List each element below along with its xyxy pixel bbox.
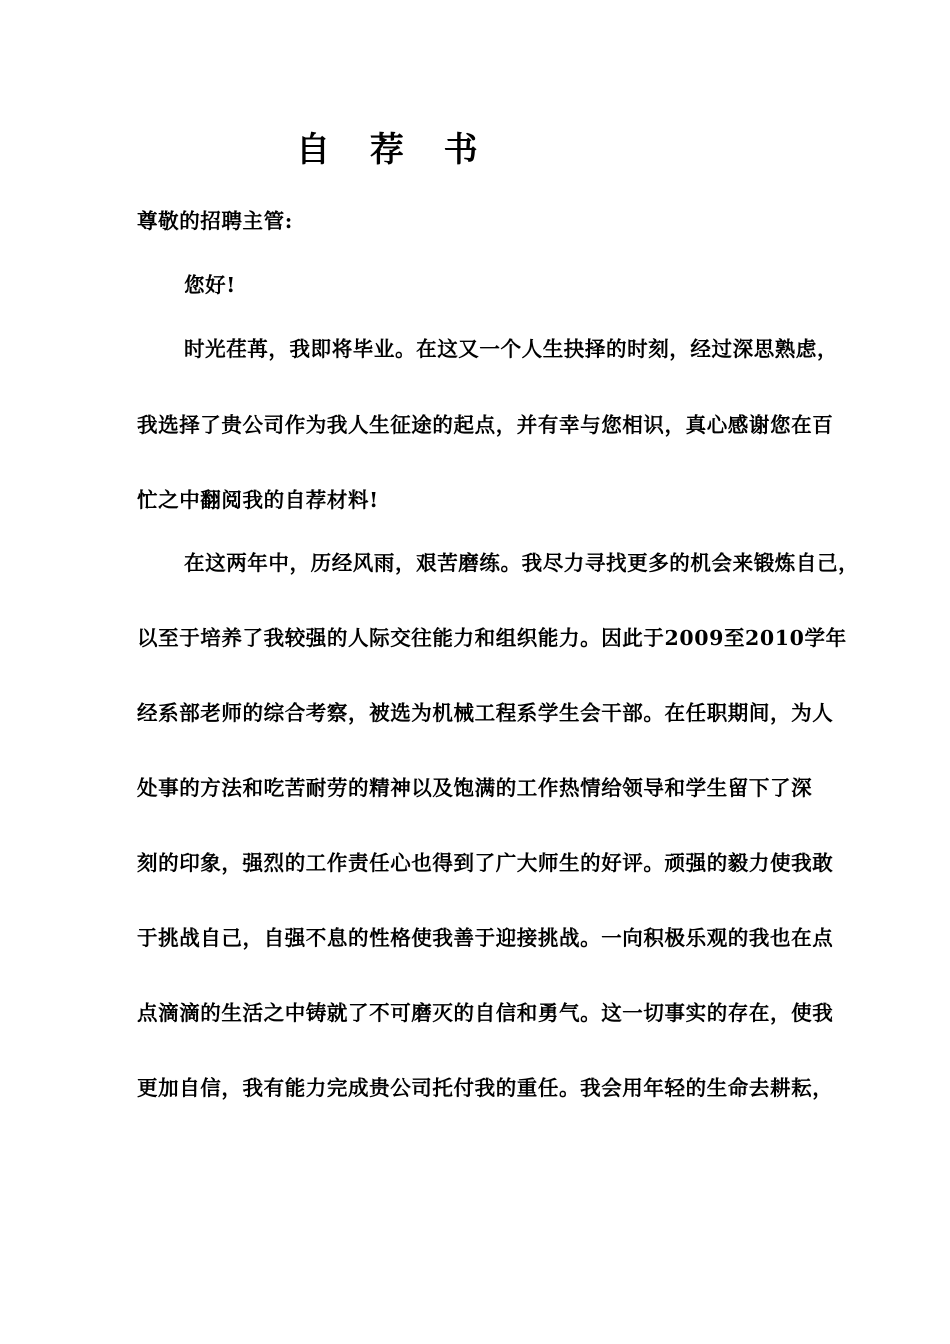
paragraph-line-2: 我选择了贵公司作为我人生征途的起点，并有幸与您相识，真心感谢您在百 bbox=[137, 413, 834, 437]
paragraph-line-10: 点滴滴的生活之中铸就了不可磨灭的自信和勇气。这一切事实的存在，使我 bbox=[137, 1001, 834, 1025]
paragraph-line-5: 以至于培养了我较强的人际交往能力和组织能力。因此于2009至2010学年 bbox=[137, 626, 847, 650]
paragraph-line-9: 于挑战自己，自强不息的性格使我善于迎接挑战。一向积极乐观的我也在点 bbox=[137, 926, 834, 950]
paragraph-line-7: 处事的方法和吃苦耐劳的精神以及饱满的工作热情给领导和学生留下了深 bbox=[137, 776, 813, 800]
paragraph-line-4: 在这两年中，历经风雨，艰苦磨练。我尽力寻找更多的机会来锻炼自己， bbox=[184, 551, 860, 575]
paragraph-line-11: 更加自信，我有能力完成贵公司托付我的重任。我会用年轻的生命去耕耘， bbox=[137, 1076, 834, 1100]
paragraph-line-1: 时光荏苒，我即将毕业。在这又一个人生抉择的时刻，经过深思熟虑， bbox=[184, 337, 839, 361]
greeting: 您好! bbox=[184, 273, 236, 297]
salutation: 尊敬的招聘主管: bbox=[137, 209, 293, 233]
paragraph-line-3: 忙之中翻阅我的自荐材料! bbox=[137, 488, 379, 512]
paragraph-line-6: 经系部老师的综合考察，被选为机械工程系学生会干部。在任职期间，为人 bbox=[137, 701, 834, 725]
document-title: 自 荐 书 bbox=[296, 130, 492, 170]
paragraph-line-8: 刻的印象，强烈的工作责任心也得到了广大师生的好评。顽强的毅力使我敢 bbox=[137, 851, 834, 875]
